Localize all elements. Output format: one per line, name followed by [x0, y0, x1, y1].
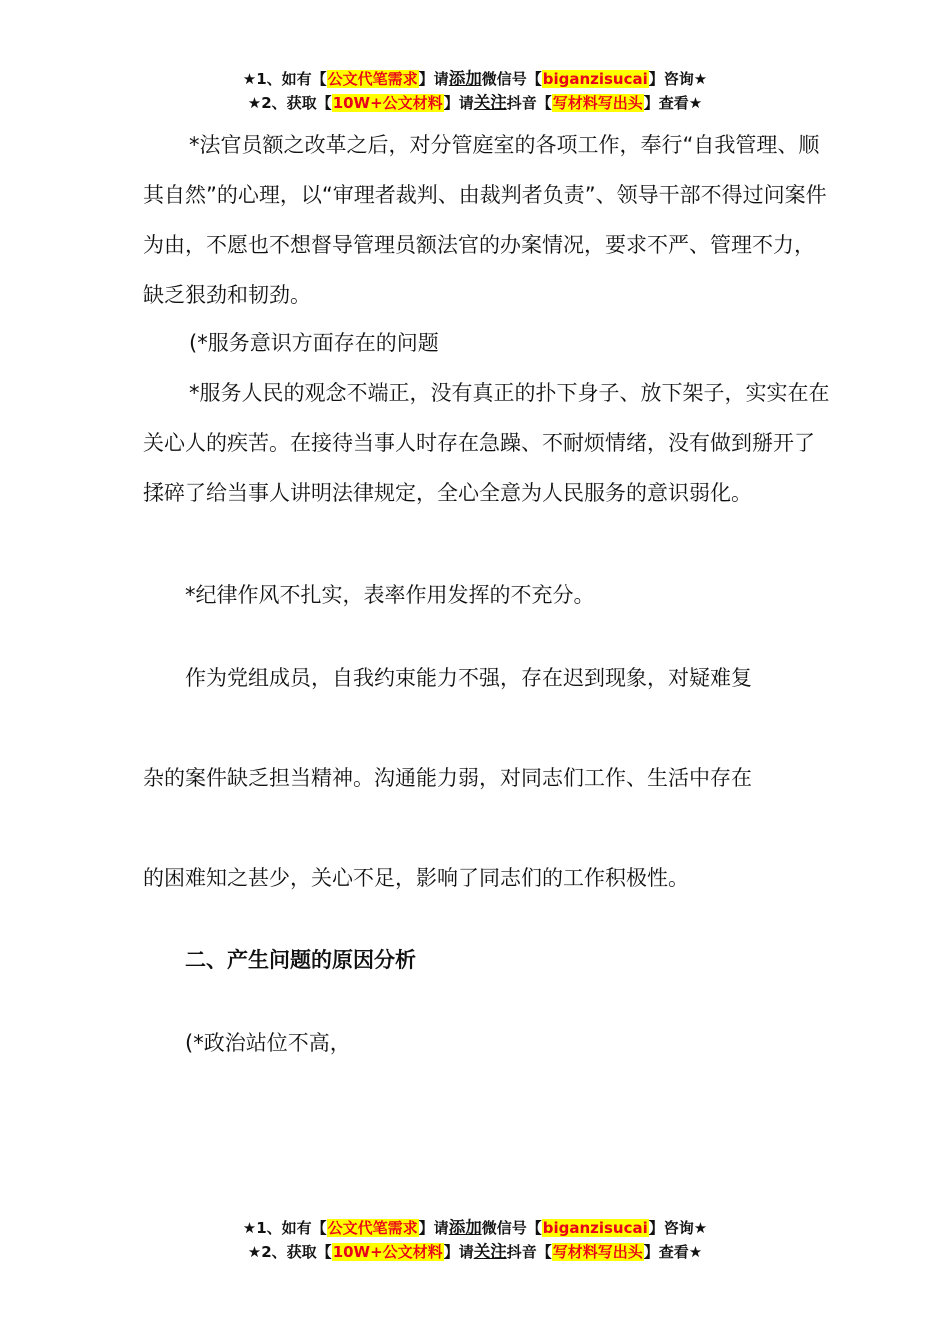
paragraph-party-member-b: 杂的案件缺乏担当精神。沟通能力弱，对同志们工作、生活中存在 — [143, 766, 752, 790]
paragraph-management: *法官员额之改革之后，对分管庭室的各项工作，奉行“自我管理、顺其自然”的心理，以“审理者裁判、由裁判者负责”、领导干部不得过问案件为由，不愿也不想督导管理员额法官的办案情况，要求不严、管理不力，缺乏狠劲和韧劲。 — [143, 133, 827, 307]
highlight-wechat-id: biganzisucai — [542, 70, 648, 88]
banner-line-2: ★2、获取【10W+公文材料】请关注抖音【写材料写出头】查看★ — [247, 93, 703, 112]
paragraph-discipline: *纪律作风不扎实，表率作用发挥的不充分。 — [185, 583, 595, 607]
highlight-wechat-id: biganzisucai — [542, 1219, 648, 1237]
banner-line-1: ★1、如有【公文代笔需求】请添加微信号【biganzisucai】咨询★ — [242, 69, 708, 88]
paragraph-party-member-a: 作为党组成员，自我约束能力不强，存在迟到现象，对疑难复 — [185, 666, 752, 690]
underline-add: 添加 — [448, 1218, 482, 1237]
banner-line-2: ★2、获取【10W+公文材料】请关注抖音【写材料写出头】查看★ — [247, 1242, 703, 1261]
section-service-awareness: (*服务意识方面存在的问题 — [189, 331, 439, 355]
paragraph-party-member-c: 的困难知之甚少，关心不足，影响了同志们的工作积极性。 — [143, 866, 689, 890]
paragraph-service: *服务人民的观念不端正，没有真正的扑下身子、放下架子，实实在在关心人的疾苦。在接待当事人时存在急躁、不耐烦情绪，没有做到掰开了揉碎了给当事人讲明法律规定，全心全意为人民服务的意识弱化。 — [143, 381, 830, 505]
highlight-materials: 10W+公文材料 — [332, 94, 443, 112]
underline-follow: 关注 — [473, 93, 507, 112]
highlight-service: 公文代笔需求 — [327, 1219, 418, 1237]
banner-line-1: ★1、如有【公文代笔需求】请添加微信号【biganzisucai】咨询★ — [242, 1218, 708, 1237]
highlight-materials: 10W+公文材料 — [332, 1243, 443, 1261]
highlight-douyin: 写材料写出头 — [552, 94, 643, 112]
section-heading-cause-analysis: 二、产生问题的原因分析 — [185, 948, 416, 972]
footer-banner — [0, 1216, 950, 1264]
highlight-douyin: 写材料写出头 — [552, 1243, 643, 1261]
underline-add: 添加 — [448, 69, 482, 88]
header-banner — [0, 67, 950, 115]
highlight-service: 公文代笔需求 — [327, 70, 418, 88]
section-political-stance: (*政治站位不高， — [185, 1031, 351, 1055]
underline-follow: 关注 — [473, 1242, 507, 1261]
